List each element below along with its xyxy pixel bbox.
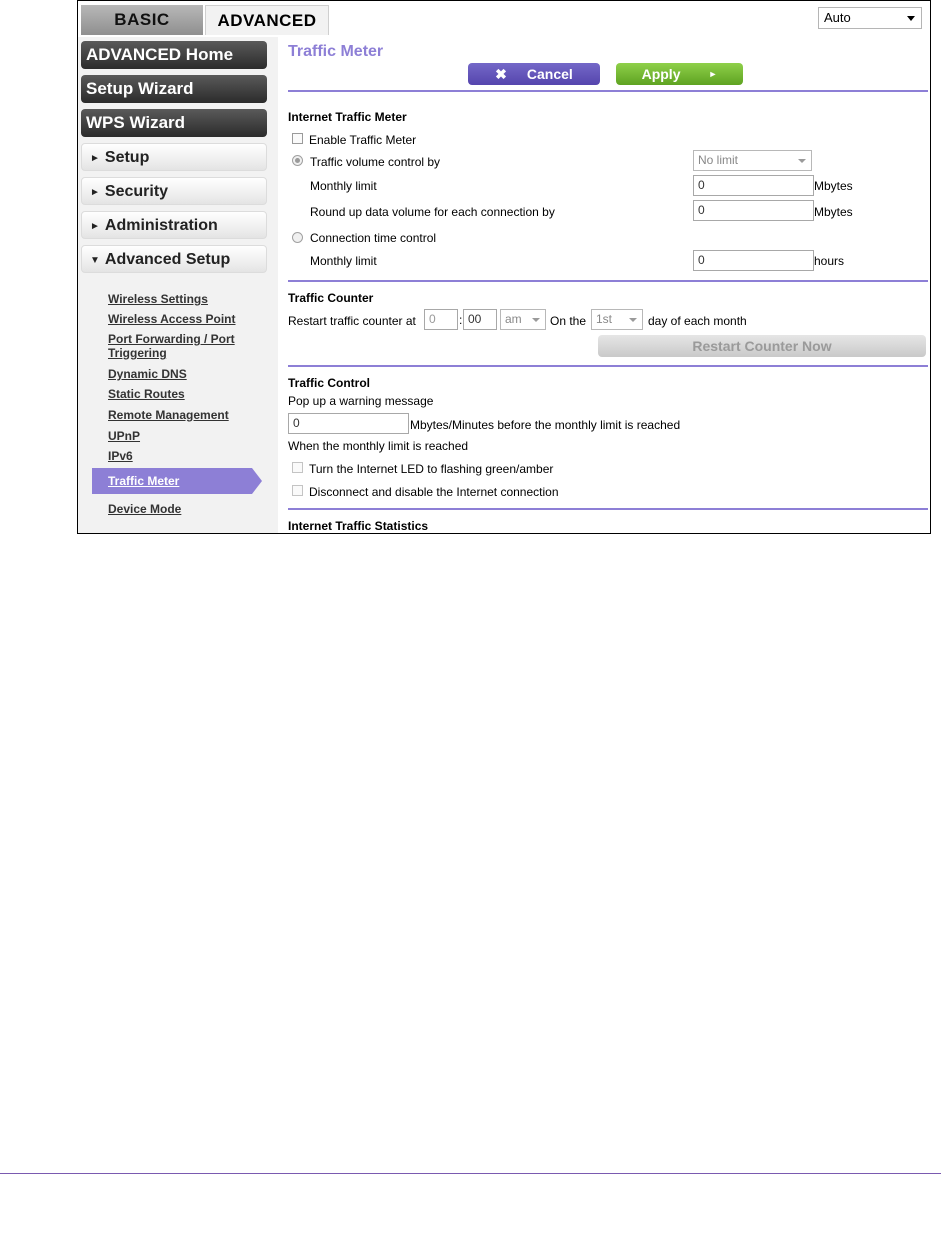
restart-minute-input[interactable]: 00 bbox=[463, 309, 497, 330]
ampm-select-value: am bbox=[505, 312, 522, 326]
traffic-volume-control-radio[interactable] bbox=[292, 155, 303, 166]
restart-hour-input[interactable]: 0 bbox=[424, 309, 458, 330]
link-remote-management[interactable]: Remote Management bbox=[108, 408, 229, 422]
language-select-value: Auto bbox=[824, 10, 851, 25]
chevron-down-icon bbox=[798, 159, 806, 163]
led-flash-label: Turn the Internet LED to flashing green/amber bbox=[309, 462, 554, 476]
volume-control-select[interactable] bbox=[693, 150, 812, 171]
cancel-button[interactable] bbox=[468, 63, 600, 85]
traffic-volume-control-label: Traffic volume control by bbox=[310, 155, 441, 169]
day-of-month-label: day of each month bbox=[648, 314, 747, 328]
sidebar-setup[interactable] bbox=[81, 143, 267, 171]
sidebar bbox=[78, 37, 278, 534]
volume-control-select-value: No limit bbox=[698, 153, 739, 167]
sidebar-advanced-setup-label: Advanced Setup bbox=[104, 251, 231, 268]
link-traffic-meter: Traffic Meter bbox=[108, 474, 180, 488]
enable-traffic-meter-checkbox[interactable] bbox=[292, 133, 303, 144]
on-the-label: On the bbox=[550, 314, 587, 328]
section-divider bbox=[288, 90, 928, 92]
led-flash-checkbox[interactable] bbox=[292, 462, 303, 473]
close-icon: ✖ bbox=[495, 65, 507, 82]
section-title-internet-traffic-meter: Internet Traffic Meter bbox=[288, 110, 407, 124]
link-port-forwarding[interactable] bbox=[108, 332, 235, 360]
chevron-down-icon bbox=[629, 318, 637, 322]
monthly-limit-unit: Mbytes bbox=[814, 179, 853, 193]
top-tab-bar bbox=[78, 1, 930, 37]
connection-time-control-label: Connection time control bbox=[310, 231, 437, 245]
link-ipv6[interactable]: IPv6 bbox=[108, 449, 133, 463]
connection-time-control-radio[interactable] bbox=[292, 232, 303, 243]
time-monthly-limit-input[interactable]: 0 bbox=[693, 250, 814, 271]
section-divider bbox=[288, 508, 928, 510]
triangle-right-icon: ► bbox=[708, 69, 718, 79]
tab-basic[interactable]: BASIC bbox=[81, 5, 203, 35]
page-footer-rule bbox=[0, 1173, 941, 1174]
link-port-forwarding-line2: Triggering bbox=[108, 346, 167, 360]
apply-button[interactable] bbox=[616, 63, 743, 85]
when-limit-reached-label: When the monthly limit is reached bbox=[288, 439, 469, 453]
triangle-right-icon: ► bbox=[90, 153, 100, 164]
round-up-label: Round up data volume for each connection by bbox=[310, 205, 555, 219]
link-port-forwarding-line1: Port Forwarding / Port bbox=[108, 332, 235, 346]
chevron-down-icon bbox=[907, 16, 915, 21]
time-monthly-limit-label: Monthly limit bbox=[310, 254, 377, 268]
section-divider bbox=[288, 365, 928, 367]
disconnect-checkbox[interactable] bbox=[292, 485, 303, 496]
restart-counter-label: Restart traffic counter at bbox=[288, 314, 416, 328]
language-select[interactable] bbox=[818, 7, 922, 29]
section-title-traffic-counter: Traffic Counter bbox=[288, 291, 374, 305]
link-upnp[interactable]: UPnP bbox=[108, 429, 141, 443]
triangle-down-icon: ▼ bbox=[90, 255, 100, 266]
section-title-internet-traffic-statistics: Internet Traffic Statistics bbox=[288, 519, 429, 533]
sidebar-item-traffic-meter-active[interactable] bbox=[92, 468, 252, 494]
monthly-limit-label: Monthly limit bbox=[310, 179, 377, 193]
triangle-right-icon: ► bbox=[90, 187, 100, 198]
day-select-value: 1st bbox=[596, 312, 613, 326]
sidebar-setup-label: Setup bbox=[104, 149, 150, 166]
restart-counter-now-button[interactable]: Restart Counter Now bbox=[598, 335, 926, 357]
cancel-button-label: Cancel bbox=[526, 66, 573, 82]
popup-warning-label: Pop up a warning message bbox=[288, 394, 434, 408]
triangle-right-icon: ► bbox=[90, 221, 100, 232]
sidebar-setup-wizard[interactable]: Setup Wizard bbox=[81, 75, 267, 103]
sidebar-wps-wizard[interactable]: WPS Wizard bbox=[81, 109, 267, 137]
router-admin-window bbox=[77, 0, 931, 534]
enable-traffic-meter-label: Enable Traffic Meter bbox=[309, 133, 417, 147]
chevron-down-icon bbox=[532, 318, 540, 322]
link-wireless-settings[interactable]: Wireless Settings bbox=[108, 292, 208, 306]
warning-threshold-input[interactable]: 0 bbox=[288, 413, 409, 434]
sidebar-advanced-home[interactable]: ADVANCED Home bbox=[81, 41, 267, 69]
time-colon: : bbox=[459, 313, 463, 327]
sidebar-administration[interactable] bbox=[81, 211, 267, 239]
section-divider bbox=[288, 280, 928, 282]
monthly-limit-input[interactable]: 0 bbox=[693, 175, 814, 196]
link-device-mode[interactable]: Device Mode bbox=[108, 502, 182, 516]
main-content bbox=[278, 37, 930, 534]
link-dynamic-dns[interactable]: Dynamic DNS bbox=[108, 367, 187, 381]
page-title: Traffic Meter bbox=[288, 43, 384, 60]
sidebar-security[interactable] bbox=[81, 177, 267, 205]
tab-advanced[interactable]: ADVANCED bbox=[205, 5, 329, 35]
round-up-unit: Mbytes bbox=[814, 205, 853, 219]
sidebar-administration-label: Administration bbox=[104, 217, 218, 234]
ampm-select[interactable] bbox=[500, 309, 546, 330]
warning-threshold-label: Mbytes/Minutes before the monthly limit is reached bbox=[410, 418, 681, 432]
sidebar-security-label: Security bbox=[104, 183, 169, 200]
round-up-input[interactable]: 0 bbox=[693, 200, 814, 221]
sidebar-advanced-setup[interactable] bbox=[81, 245, 267, 273]
time-monthly-limit-unit: hours bbox=[814, 254, 845, 268]
disconnect-label: Disconnect and disable the Internet connection bbox=[309, 485, 559, 499]
apply-button-label: Apply bbox=[641, 66, 681, 82]
day-select[interactable] bbox=[591, 309, 643, 330]
section-title-traffic-control: Traffic Control bbox=[288, 376, 371, 390]
link-static-routes[interactable]: Static Routes bbox=[108, 387, 185, 401]
link-wireless-access-point[interactable]: Wireless Access Point bbox=[108, 312, 236, 326]
